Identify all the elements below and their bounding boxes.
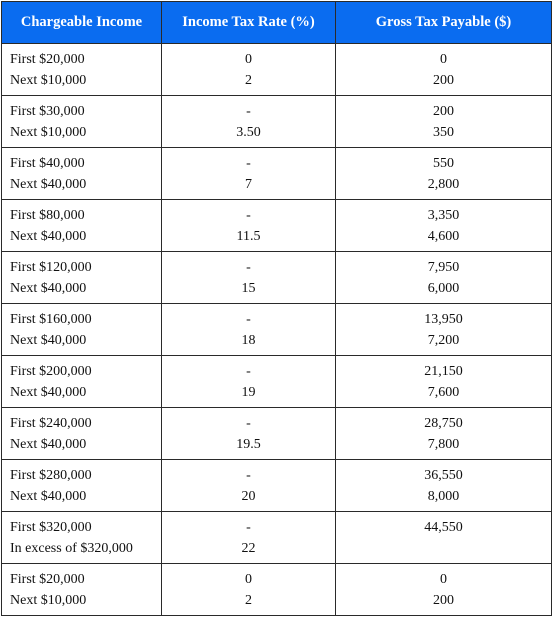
- chargeable-income-cell: [2, 356, 162, 408]
- tax-rate-cell-line: -: [246, 259, 251, 275]
- tax-rate-cell-line: 19: [241, 384, 256, 400]
- table-row: [2, 252, 552, 304]
- header-gross-tax-payable: Gross Tax Payable ($): [336, 2, 552, 44]
- tax-rate-cell: [162, 304, 336, 356]
- chargeable-income-cell: [2, 252, 162, 304]
- gross-tax-cell-line: 200: [433, 592, 454, 608]
- tax-rate-cell: [162, 148, 336, 200]
- table-row: [2, 460, 552, 512]
- tax-rate-cell: [162, 96, 336, 148]
- table-row: [2, 44, 552, 96]
- tax-rate-cell: [162, 564, 336, 616]
- tax-rate-cell-line: 0: [245, 51, 252, 67]
- tax-rate-cell: [162, 460, 336, 512]
- tax-rate-cell-line: -: [246, 155, 251, 171]
- chargeable-income-cell-line: First $80,000: [10, 207, 85, 223]
- chargeable-income-cell-line: First $30,000: [10, 103, 85, 119]
- chargeable-income-cell: [2, 44, 162, 96]
- chargeable-income-cell: [2, 408, 162, 460]
- tax-rate-cell-line: -: [246, 363, 251, 379]
- tax-rate-cell-line: 22: [241, 540, 256, 556]
- gross-tax-cell-line: 0: [440, 51, 447, 67]
- gross-tax-cell-line: 7,800: [427, 436, 460, 452]
- tax-rate-cell-line: -: [246, 103, 251, 119]
- gross-tax-cell-line: 200: [433, 72, 454, 88]
- chargeable-income-cell-line: Next $40,000: [10, 176, 87, 192]
- gross-tax-cell-line: 3,350: [427, 207, 460, 223]
- gross-tax-cell: [336, 96, 552, 148]
- chargeable-income-cell-line: Next $10,000: [10, 592, 87, 608]
- gross-tax-cell: [336, 356, 552, 408]
- chargeable-income-cell-line: First $20,000: [10, 51, 85, 67]
- chargeable-income-cell: [2, 148, 162, 200]
- table-row: [2, 304, 552, 356]
- tax-rate-cell-line: -: [246, 415, 251, 431]
- chargeable-income-cell-line: Next $40,000: [10, 332, 87, 348]
- header-income-tax-rate: Income Tax Rate (%): [162, 2, 336, 44]
- chargeable-income-cell: [2, 304, 162, 356]
- gross-tax-cell-line: 550: [433, 155, 454, 171]
- chargeable-income-cell-line: Next $10,000: [10, 72, 87, 88]
- gross-tax-cell: [336, 460, 552, 512]
- chargeable-income-cell-line: Next $40,000: [10, 384, 87, 400]
- chargeable-income-cell-line: First $20,000: [10, 571, 85, 587]
- chargeable-income-cell-line: Next $40,000: [10, 488, 87, 504]
- chargeable-income-cell: [2, 96, 162, 148]
- gross-tax-cell-line: 36,550: [424, 467, 463, 483]
- gross-tax-cell: [336, 252, 552, 304]
- tax-rate-cell-line: 7: [245, 176, 252, 192]
- tax-rate-cell: [162, 408, 336, 460]
- chargeable-income-cell-line: First $40,000: [10, 155, 85, 171]
- tax-rate-cell-line: 20: [241, 488, 256, 504]
- gross-tax-cell: [336, 512, 552, 564]
- table-row: [2, 148, 552, 200]
- tax-rate-cell-line: 11.5: [236, 228, 261, 244]
- gross-tax-cell-line: 7,200: [427, 332, 460, 348]
- tax-rate-cell-line: 18: [241, 332, 256, 348]
- gross-tax-cell: [336, 304, 552, 356]
- chargeable-income-cell-line: First $120,000: [10, 259, 92, 275]
- table-row: [2, 512, 552, 564]
- gross-tax-cell: [336, 564, 552, 616]
- table-row: [2, 564, 552, 616]
- gross-tax-cell-line: 200: [433, 103, 454, 119]
- tax-rate-cell-line: 0: [245, 571, 252, 587]
- table-row: [2, 200, 552, 252]
- chargeable-income-cell-line: First $200,000: [10, 363, 92, 379]
- gross-tax-cell-line: 6,000: [427, 280, 460, 296]
- tax-rate-cell-line: 3.50: [236, 124, 261, 140]
- tax-rate-cell: [162, 252, 336, 304]
- tax-rate-cell: [162, 200, 336, 252]
- chargeable-income-cell-line: First $320,000: [10, 519, 92, 535]
- gross-tax-cell-line: 8,000: [427, 488, 460, 504]
- gross-tax-cell-line: 13,950: [424, 311, 463, 327]
- chargeable-income-cell-line: Next $40,000: [10, 280, 87, 296]
- gross-tax-cell: [336, 200, 552, 252]
- gross-tax-cell-line: 7,950: [427, 259, 460, 275]
- table-row: [2, 356, 552, 408]
- tax-rate-cell: [162, 512, 336, 564]
- tax-rate-cell-line: -: [246, 207, 251, 223]
- gross-tax-cell-line: 7,600: [427, 384, 460, 400]
- tax-rate-cell-line: 19.5: [236, 436, 261, 452]
- chargeable-income-cell-line: First $280,000: [10, 467, 92, 483]
- header-chargeable-income: Chargeable Income: [2, 2, 162, 44]
- chargeable-income-cell-line: In excess of $320,000: [10, 540, 133, 556]
- gross-tax-cell-line: 44,550: [424, 519, 463, 535]
- gross-tax-cell-line: 4,600: [427, 228, 460, 244]
- gross-tax-cell-line: 0: [440, 571, 447, 587]
- tax-rate-cell: [162, 356, 336, 408]
- tax-rate-cell-line: -: [246, 467, 251, 483]
- header-row: [2, 2, 552, 44]
- tax-rate-cell-line: -: [246, 519, 251, 535]
- gross-tax-cell-line: 2,800: [427, 176, 460, 192]
- table-body: [2, 44, 552, 616]
- chargeable-income-cell: [2, 564, 162, 616]
- chargeable-income-cell: [2, 512, 162, 564]
- chargeable-income-cell-line: First $240,000: [10, 415, 92, 431]
- gross-tax-cell: [336, 408, 552, 460]
- tax-rate-cell-line: 2: [245, 592, 252, 608]
- chargeable-income-cell-line: Next $10,000: [10, 124, 87, 140]
- table-row: [2, 408, 552, 460]
- gross-tax-cell: [336, 44, 552, 96]
- table-row: [2, 96, 552, 148]
- tax-rate-cell-line: 2: [245, 72, 252, 88]
- gross-tax-cell: [336, 148, 552, 200]
- chargeable-income-cell: [2, 200, 162, 252]
- tax-rate-table: [1, 1, 552, 616]
- gross-tax-cell-line: 28,750: [424, 415, 463, 431]
- chargeable-income-cell-line: Next $40,000: [10, 228, 87, 244]
- tax-rate-cell: [162, 44, 336, 96]
- tax-rate-cell-line: -: [246, 311, 251, 327]
- chargeable-income-cell-line: First $160,000: [10, 311, 92, 327]
- chargeable-income-cell-line: Next $40,000: [10, 436, 87, 452]
- gross-tax-cell-line: 21,150: [424, 363, 463, 379]
- gross-tax-cell-line: 350: [433, 124, 454, 140]
- table-header: [2, 2, 552, 44]
- chargeable-income-cell: [2, 460, 162, 512]
- tax-rate-cell-line: 15: [241, 280, 256, 296]
